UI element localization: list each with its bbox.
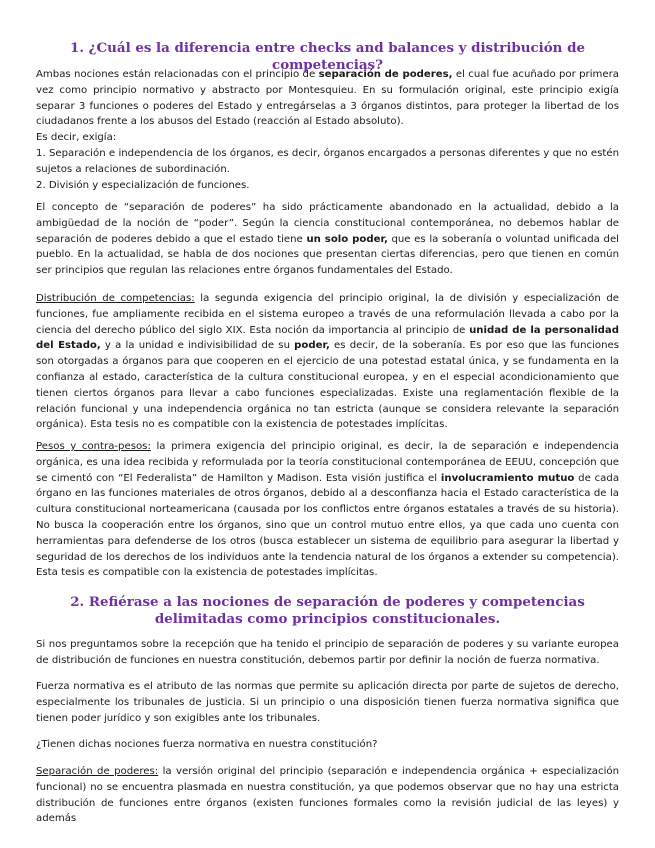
list-item: 2. División y especialización de funciones. [36,179,250,191]
distribucion-paragraph [36,291,619,433]
concepto-text: El concepto de “separación de poderes” ha sido prácticamente abandonado en la actualidad, debido a la ambigüedad de la noción de “poder”. Según la ciencia constitucional contemporánea, no debemos hablar de separación de poderes debido a que el estado tiene [36,202,619,245]
pesos-label: Pesos y contra-pesos: [36,441,151,452]
separacion-label: Separación de poderes: [36,766,159,777]
pesos-paragraph [36,439,619,581]
section-1-heading: 1. ¿Cuál es la diferencia entre checks and balances y distribución de competencias? [70,40,585,73]
distribucion-text-3: es decir, de la soberanía. Es por eso que las funciones son otorgadas a órganos para que cooperen en el ejercicio de una potestad estatal única, y se fundamenta en la confianza al estado, característica de la cultura constitucional europea, y en el especial acondicionamiento que tienen ciertos órganos para llevar a cabo funciones especializadas. Existe una reglamentación flexible de la relación funcional y una independencia orgánica no tan estricta (aunque se considera relevante la separación orgánica). Esta tesis no es compatible con la existencia de potestades implícitas. [36,340,619,431]
distribucion-label: Distribución de competencias: [36,293,195,304]
pesos-bold: involucramiento mutuo [440,472,575,484]
section-2-question: ¿Tienen dichas nociones fuerza normativa en nuestra constitución? [36,739,378,750]
intro-paragraph [36,67,619,130]
concepto-bold: un solo poder, [306,233,388,245]
list-item: 1. Separación e independencia de los órganos, es decir, órganos encargados a personas diferentes y que no estén sujetos a relaciones de subordinación. [36,148,619,175]
distribucion-bold: unidad de la personalidad del Estado, [36,324,619,352]
section-2-heading: 2. Refiérase a las nociones de separación de poderes y competencias delimitadas como principios constitucionales. [70,594,585,627]
intro-bold: separación de poderes, [318,69,453,80]
section-2-paragraph-1: Si nos preguntamos sobre la recepción que ha tenido el principio de separación de poderes y su variante europea de distribución de funciones en nuestra constitución, debemos partir por definir la noción de fuerza normativa. [36,639,619,666]
concepto-paragraph [36,200,619,279]
separacion-paragraph [36,764,619,827]
intro-text: Ambas nociones están relacionadas con el principio de [36,69,319,80]
distribucion-text: la segunda exigencia del principio original, la de división y especialización de funciones, fue ampliamente recibida en el sistema europeo a través de una reformulación llevada a cabo por la ciencia del derecho público del siglo XIX. Esta noción da importancia al principio de [36,293,619,336]
separacion-text: la versión original del principio (separación e independencia orgánica + especialización funcional) no se encuentra plasmada en nuestra constitución, ya que podemos observar que no hay una estricta distribución de funciones entre órganos (existen funciones formales como la revisión judicial de las leyes) y además [36,766,619,825]
distribucion-text-2: y a la unidad e indivisibilidad de su [100,340,295,352]
section-2-paragraph-2: Fuerza normativa es el atributo de las normas que permite su aplicación directa por parte de sujetos de derecho, especialmente los tribunales de justicia. Si un principio o una disposición tienen fuerza normativa significa que tienen poder jurídico y son exigibles ante los tribunales. [36,681,619,724]
distribucion-bold-2: poder, [294,340,330,352]
pesos-text: la primera exigencia del principio original, es decir, la de separación e independencia orgánica, es una idea recibida y reformulada por la teoría constitucional contemporánea de EEUU, concepción que se cimentó con “El Federalista” de Hamilton y Madison. Esta visión justifica el [36,441,619,484]
es-decir-line: Es decir, exigía: [36,132,117,143]
requirements-list [36,146,619,193]
pesos-text-cont: de cada órgano en las funciones materiales de otros órganos, debido al a desconfianza hacia el Estado característica de la cultura constitucional norteamericana (causada por los conflictos entre órganos estatales a través de su historia). No busca la cooperación entre los órganos, sino que un control mutuo entre ellos, ya que cada uno cuenta con herramientas para defenderse de los otros (busca establecer un sistema de equilibrio para asegurar la libertad y seguridad de los derechos de los individuos ante la tendencia natural de los órganos a extender su competencia). Esta tesis es compatible con la existencia de potestades implícitas. [36,472,620,579]
intro-text-cont: el cual fue acuñado por primera vez como principio normativo y abstracto por Montesquieu. En su formulación original, este principio exigía separar 3 funciones o poderes del Estado y entregárselas a 3 órganos distintos, para proteger la libertad de los ciudadanos frente a los abusos del Estado (reacción al Estado absoluto). [36,69,619,128]
concepto-text-cont: que es la soberanía o voluntad unificada del pueblo. En la actualidad, se habla de dos nociones que presentan ciertas diferencias, pero que tienen en común ser principios que regulan las relaciones entre órganos fundamentales del Estado. [36,233,619,277]
